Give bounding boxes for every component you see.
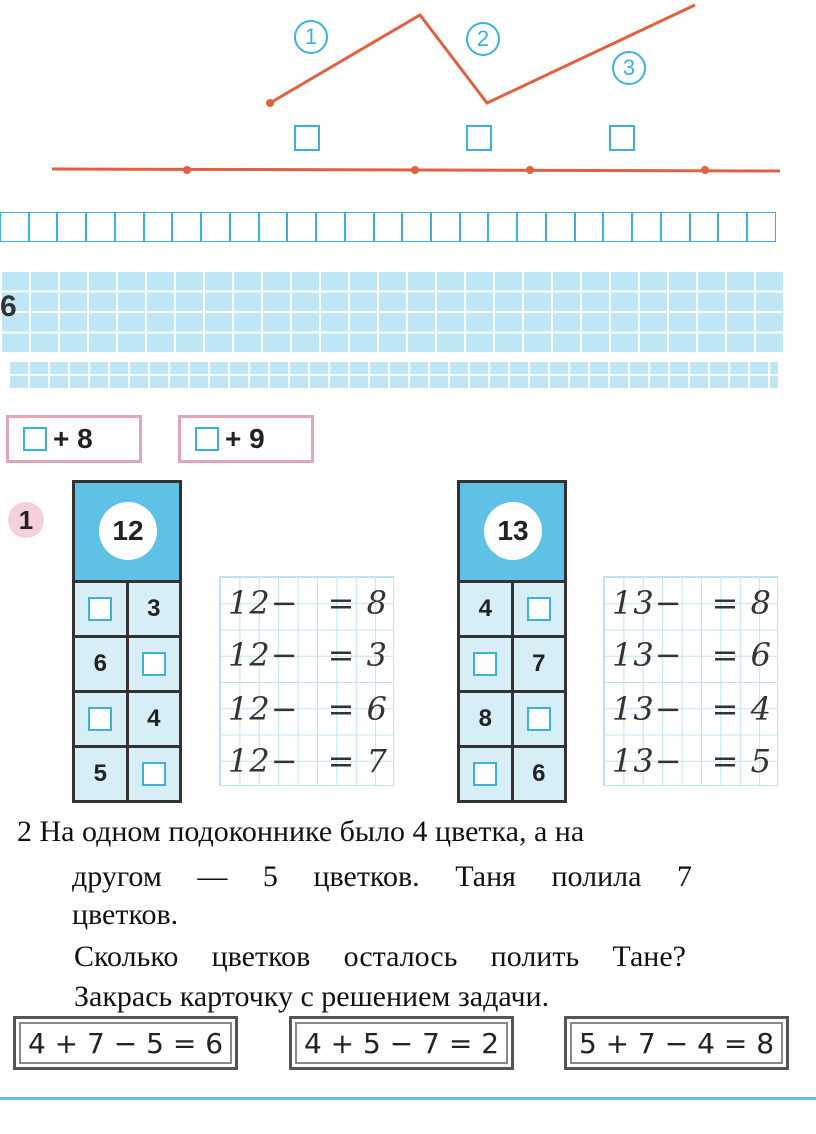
answer-box-2[interactable] (466, 125, 492, 151)
equation-right: = 7 (327, 742, 388, 780)
expression-text: + 9 (225, 423, 265, 454)
solution-card-1[interactable] (13, 1016, 238, 1070)
house-cell: 4 (129, 693, 180, 745)
equation-grid-13 (603, 576, 778, 786)
equation-row (610, 629, 780, 681)
answer-box-3[interactable] (609, 125, 635, 151)
broken-line-start-dot (266, 99, 274, 107)
grid-band (0, 270, 784, 352)
house-number: 13 (484, 502, 542, 560)
task2-line-1: 2 На одном подоконнике было 4 цветка, а на (17, 815, 585, 848)
equation-row (226, 683, 396, 735)
answer-box[interactable] (88, 707, 112, 731)
equation-row (226, 629, 396, 681)
expression-card-plus-8 (6, 415, 142, 463)
answer-box[interactable] (142, 762, 166, 786)
solution-card-text: 4 + 7 − 5 = 6 (19, 1022, 232, 1064)
equation-left: 13− (612, 690, 683, 728)
expression-text: + 8 (53, 423, 93, 454)
equation-row (610, 683, 780, 735)
number-house-12 (72, 480, 182, 803)
broken-line-diagram (0, 0, 816, 185)
solution-card-2[interactable] (289, 1016, 514, 1070)
solution-card-3[interactable] (564, 1016, 789, 1070)
equation-left: 12− (228, 584, 299, 622)
answer-box[interactable] (473, 762, 497, 786)
solution-card-text: 4 + 5 − 7 = 2 (295, 1022, 508, 1064)
equation-row (610, 735, 780, 787)
house-cell: 3 (129, 583, 180, 635)
equation-right: = 3 (327, 636, 388, 674)
number-line-dot (411, 166, 419, 174)
solution-card-text: 5 + 7 − 4 = 8 (570, 1022, 783, 1064)
cells-row (0, 212, 776, 242)
expression-card-plus-9 (178, 415, 314, 463)
equation-right: = 8 (711, 584, 772, 622)
number-line-dot (526, 166, 534, 174)
equation-left: 13− (612, 742, 683, 780)
number-line-dot (183, 166, 191, 174)
band-label: 6 (0, 290, 17, 323)
answer-box[interactable] (473, 652, 497, 676)
answer-box[interactable] (527, 597, 551, 621)
number-house-13 (457, 480, 567, 803)
equation-left: 12− (228, 742, 299, 780)
equation-right: = 6 (327, 690, 388, 728)
house-cell: 5 (75, 748, 129, 800)
house-cell: 7 (514, 638, 565, 690)
answer-box[interactable] (527, 707, 551, 731)
equation-left: 12− (228, 690, 299, 728)
house-cell: 8 (460, 693, 514, 745)
segment-number-1: 1 (294, 20, 328, 54)
answer-box[interactable] (142, 652, 166, 676)
task2-line-2: другом — 5 цветков. Таня полила 7 (72, 860, 692, 893)
answer-box[interactable] (88, 597, 112, 621)
equation-left: 13− (612, 584, 683, 622)
house-cell: 4 (460, 583, 514, 635)
answer-box-1[interactable] (294, 125, 320, 151)
house-roof (75, 483, 179, 583)
answer-box[interactable] (195, 427, 219, 451)
equation-row (610, 577, 780, 629)
task2-line-5: Закрась карточку с решением задачи. (74, 980, 550, 1013)
equation-right: = 8 (327, 584, 388, 622)
equation-right: = 4 (711, 690, 772, 728)
segment-number-3: 3 (612, 51, 646, 85)
equation-right: = 5 (711, 742, 772, 780)
grid-band-lower (8, 360, 778, 388)
segment-number-2: 2 (466, 22, 500, 56)
task-number-1: 1 (8, 502, 44, 538)
equation-left: 12− (228, 636, 299, 674)
house-cell: 6 (514, 748, 565, 800)
equation-right: = 6 (711, 636, 772, 674)
bottom-divider (0, 1097, 816, 1100)
answer-box[interactable] (23, 427, 47, 451)
equation-grid-12 (219, 576, 394, 786)
house-cell: 6 (75, 638, 129, 690)
equation-left: 13− (612, 636, 683, 674)
house-roof (460, 483, 564, 583)
task2-line-4: Сколько цветков осталось полить Тане? (74, 940, 686, 973)
equation-row (226, 577, 396, 629)
number-line-dot (701, 166, 709, 174)
equation-row (226, 735, 396, 787)
house-number: 12 (99, 502, 157, 560)
task2-line-3: цветков. (72, 898, 179, 931)
